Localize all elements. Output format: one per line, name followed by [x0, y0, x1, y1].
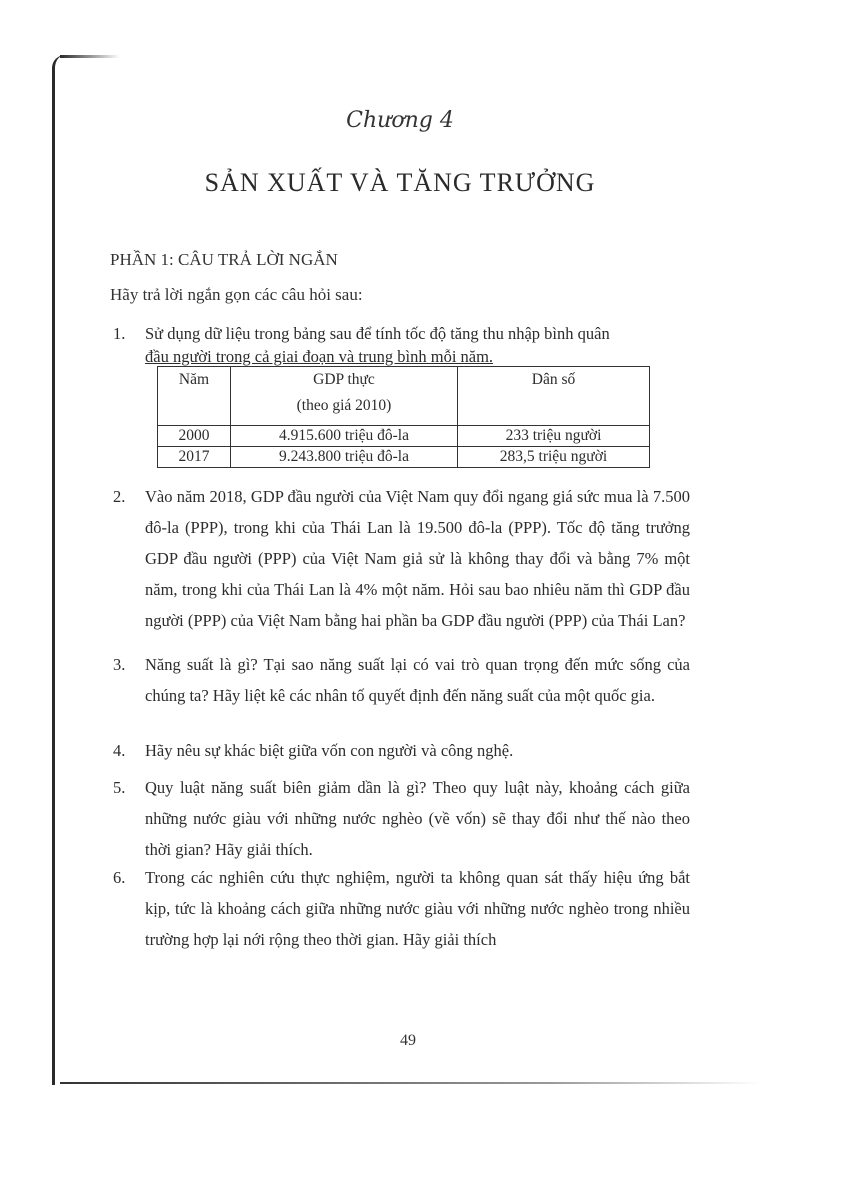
- table-row: [158, 426, 650, 447]
- cell-population: 283,5 triệu người: [458, 447, 650, 468]
- question-5: [113, 772, 690, 865]
- scan-border-left: [52, 55, 65, 1085]
- chapter-title: SẢN XUẤT VÀ TĂNG TRƯỞNG: [204, 168, 596, 197]
- question-text: Quy luật năng suất biên giảm dần là gì? Theo quy luật này, khoảng cách giữa những nước giàu với những nước nghèo (về vốn) sẽ thay đổi như thế nào theo thời gian? Hãy giải thích.: [145, 778, 690, 859]
- table-header-row: [158, 367, 650, 426]
- chapter-label: Chương 4: [346, 108, 454, 133]
- cell-year: 2017: [158, 447, 231, 468]
- cell-gdp: 4.915.600 triệu đô-la: [231, 426, 458, 447]
- question-3: [113, 649, 690, 711]
- question-number: 1.: [113, 324, 126, 343]
- page-number: 49: [400, 1032, 416, 1049]
- question-1-line-2: đầu người trong cả giai đoạn và trung bình mỗi năm.: [145, 347, 494, 366]
- header-population: Dân số: [458, 367, 650, 426]
- cell-gdp: 9.243.800 triệu đô-la: [231, 447, 458, 468]
- question-text: Vào năm 2018, GDP đầu người của Việt Nam quy đổi ngang giá sức mua là 7.500 đô-la (PPP), trong khi của Thái Lan là 19.500 đô-la (PPP). Tốc độ tăng trưởng GDP đầu người (PPP) của Việt Nam giả sử là không thay đổi và bằng 7% một năm, trong khi của Thái Lan là 4% một năm. Hỏi sau bao nhiêu năm thì GDP đầu người (PPP) của Việt Nam bằng hai phần ba GDP đầu người (PPP) của Thái Lan?: [145, 487, 690, 630]
- question-number: 6.: [113, 868, 126, 887]
- question-text: Hãy nêu sự khác biệt giữa vốn con người và công nghệ.: [145, 741, 514, 760]
- header-gdp-line-2: (theo giá 2010): [296, 397, 392, 414]
- question-1-line-1: Sử dụng dữ liệu trong bảng sau để tính tốc độ tăng thu nhập bình quân: [145, 324, 610, 343]
- scan-border-top: [60, 55, 120, 58]
- scan-border-bottom: [60, 1082, 760, 1084]
- cell-year: 2000: [158, 426, 231, 447]
- cell-population: 233 triệu người: [458, 426, 650, 447]
- question-text: Trong các nghiên cứu thực nghiệm, người ta không quan sát thấy hiệu ứng bắt kịp, tức là khoảng cách giữa những nước giàu với những nước nghèo trong nhiều trường hợp lại nới rộng theo thời gian. Hãy giải thích: [145, 868, 690, 949]
- question-number: 2.: [113, 487, 126, 506]
- header-gdp-line-1: GDP thực: [313, 371, 375, 388]
- part-heading: PHẦN 1: CÂU TRẢ LỜI NGẮN: [110, 250, 338, 269]
- data-table: [157, 366, 650, 468]
- question-2: [113, 481, 690, 636]
- question-text: Năng suất là gì? Tại sao năng suất lại có vai trò quan trọng đến mức sống của chúng ta? Hãy liệt kê các nhân tố quyết định đến năng suất của một quốc gia.: [145, 655, 690, 705]
- question-number: 3.: [113, 655, 126, 674]
- table-row: [158, 447, 650, 468]
- header-year: Năm: [158, 367, 231, 426]
- instruction-text: Hãy trả lời ngắn gọn các câu hỏi sau:: [110, 285, 363, 304]
- header-gdp: [231, 367, 458, 426]
- question-number: 4.: [113, 741, 126, 760]
- question-1: [113, 318, 690, 372]
- question-4: [113, 735, 690, 766]
- question-6: [113, 862, 690, 955]
- question-number: 5.: [113, 778, 126, 797]
